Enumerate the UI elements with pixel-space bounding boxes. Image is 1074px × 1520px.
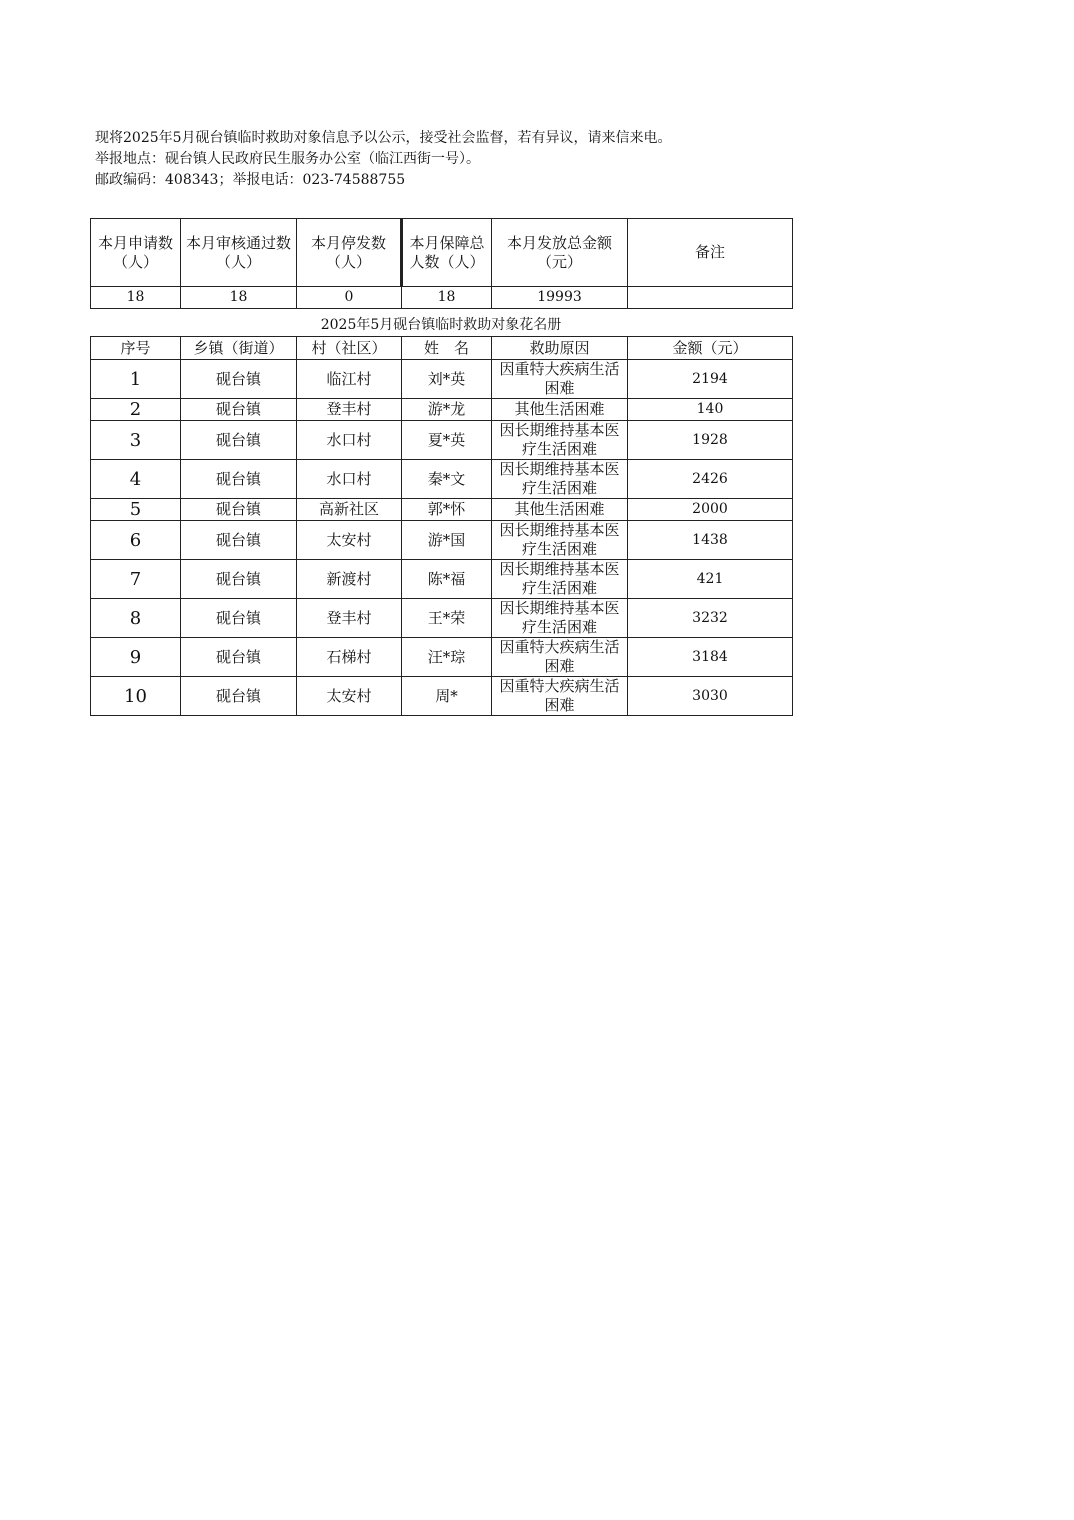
row-village: 太安村 bbox=[297, 677, 402, 716]
row-index: 9 bbox=[91, 638, 181, 677]
row-township: 砚台镇 bbox=[181, 560, 297, 599]
row-amount: 1928 bbox=[628, 421, 793, 460]
row-index: 8 bbox=[91, 599, 181, 638]
row-amount: 3030 bbox=[628, 677, 793, 716]
row-name: 郭*怀 bbox=[402, 499, 492, 521]
table-row bbox=[91, 499, 793, 521]
row-name: 秦*文 bbox=[402, 460, 492, 499]
row-township: 砚台镇 bbox=[181, 638, 297, 677]
roster-header-reason: 救助原因 bbox=[492, 337, 628, 360]
row-township: 砚台镇 bbox=[181, 421, 297, 460]
row-index: 10 bbox=[91, 677, 181, 716]
row-amount: 1438 bbox=[628, 521, 793, 560]
notice-line-1: 现将2025年5月砚台镇临时救助对象信息予以公示，接受社会监督，若有异议，请来信来电。 bbox=[95, 130, 672, 146]
row-amount: 140 bbox=[628, 399, 793, 421]
table-row bbox=[91, 599, 793, 638]
summary-table bbox=[90, 218, 793, 309]
row-village: 水口村 bbox=[297, 460, 402, 499]
table-row bbox=[91, 638, 793, 677]
summary-value-suspended: 0 bbox=[297, 287, 402, 309]
notice-line-2: 举报地点：砚台镇人民政府民生服务办公室（临江西街一号）。 bbox=[95, 151, 480, 167]
row-amount: 2000 bbox=[628, 499, 793, 521]
row-village: 石梯村 bbox=[297, 638, 402, 677]
row-reason: 因重特大疾病生活困难 bbox=[492, 638, 628, 677]
summary-value-remarks bbox=[628, 287, 793, 309]
roster-title: 2025年5月砚台镇临时救助对象花名册 bbox=[320, 317, 562, 333]
row-name: 周* bbox=[402, 677, 492, 716]
table-row bbox=[91, 460, 793, 499]
table-row bbox=[91, 560, 793, 599]
row-reason: 其他生活困难 bbox=[492, 399, 628, 421]
table-row bbox=[91, 421, 793, 460]
row-township: 砚台镇 bbox=[181, 677, 297, 716]
roster-header-township: 乡镇（街道） bbox=[181, 337, 297, 360]
row-index: 2 bbox=[91, 399, 181, 421]
table-row bbox=[91, 360, 793, 399]
row-index: 1 bbox=[91, 360, 181, 399]
row-reason: 因长期维持基本医疗生活困难 bbox=[492, 521, 628, 560]
summary-values-row bbox=[91, 287, 793, 309]
row-name: 汪*琮 bbox=[402, 638, 492, 677]
row-index: 5 bbox=[91, 499, 181, 521]
row-reason: 因长期维持基本医疗生活困难 bbox=[492, 460, 628, 499]
row-name: 陈*福 bbox=[402, 560, 492, 599]
table-row bbox=[91, 399, 793, 421]
summary-header-applications: 本月申请数（人） bbox=[91, 219, 181, 287]
roster-header-name: 姓 名 bbox=[402, 337, 492, 360]
row-amount: 3184 bbox=[628, 638, 793, 677]
notice-line-3: 邮政编码：408343；举报电话：023-74588755 bbox=[95, 172, 406, 188]
row-reason: 因重特大疾病生活困难 bbox=[492, 677, 628, 716]
summary-value-total-amount: 19993 bbox=[492, 287, 628, 309]
summary-header-approved: 本月审核通过数（人） bbox=[181, 219, 297, 287]
row-village: 高新社区 bbox=[297, 499, 402, 521]
row-village: 登丰村 bbox=[297, 399, 402, 421]
summary-header-row bbox=[91, 219, 793, 287]
roster-header-amount: 金额（元） bbox=[628, 337, 793, 360]
summary-value-approved: 18 bbox=[181, 287, 297, 309]
row-township: 砚台镇 bbox=[181, 521, 297, 560]
row-township: 砚台镇 bbox=[181, 499, 297, 521]
row-index: 6 bbox=[91, 521, 181, 560]
public-notice bbox=[95, 128, 672, 191]
row-township: 砚台镇 bbox=[181, 599, 297, 638]
row-index: 7 bbox=[91, 560, 181, 599]
summary-header-suspended: 本月停发数（人） bbox=[297, 219, 402, 287]
row-village: 临江村 bbox=[297, 360, 402, 399]
row-amount: 2426 bbox=[628, 460, 793, 499]
summary-header-total-amount: 本月发放总金额（元） bbox=[492, 219, 628, 287]
row-name: 游*龙 bbox=[402, 399, 492, 421]
summary-value-applications: 18 bbox=[91, 287, 181, 309]
row-village: 登丰村 bbox=[297, 599, 402, 638]
row-amount: 3232 bbox=[628, 599, 793, 638]
row-name: 夏*英 bbox=[402, 421, 492, 460]
row-reason: 因重特大疾病生活困难 bbox=[492, 360, 628, 399]
roster-header-index: 序号 bbox=[91, 337, 181, 360]
row-township: 砚台镇 bbox=[181, 360, 297, 399]
row-name: 王*荣 bbox=[402, 599, 492, 638]
row-name: 游*国 bbox=[402, 521, 492, 560]
row-township: 砚台镇 bbox=[181, 399, 297, 421]
row-name: 刘*英 bbox=[402, 360, 492, 399]
row-reason: 其他生活困难 bbox=[492, 499, 628, 521]
row-reason: 因长期维持基本医疗生活困难 bbox=[492, 421, 628, 460]
row-township: 砚台镇 bbox=[181, 460, 297, 499]
row-village: 新渡村 bbox=[297, 560, 402, 599]
row-village: 水口村 bbox=[297, 421, 402, 460]
row-amount: 2194 bbox=[628, 360, 793, 399]
summary-value-total-covered: 18 bbox=[402, 287, 492, 309]
roster-header-village: 村（社区） bbox=[297, 337, 402, 360]
roster-header-row bbox=[91, 337, 793, 360]
row-index: 4 bbox=[91, 460, 181, 499]
row-village: 太安村 bbox=[297, 521, 402, 560]
row-index: 3 bbox=[91, 421, 181, 460]
row-reason: 因长期维持基本医疗生活困难 bbox=[492, 599, 628, 638]
summary-header-total-covered: 本月保障总人数（人） bbox=[402, 219, 492, 287]
row-reason: 因长期维持基本医疗生活困难 bbox=[492, 560, 628, 599]
table-row bbox=[91, 677, 793, 716]
summary-header-remarks: 备注 bbox=[628, 219, 793, 287]
table-row bbox=[91, 521, 793, 560]
roster-table bbox=[90, 336, 793, 716]
row-amount: 421 bbox=[628, 560, 793, 599]
